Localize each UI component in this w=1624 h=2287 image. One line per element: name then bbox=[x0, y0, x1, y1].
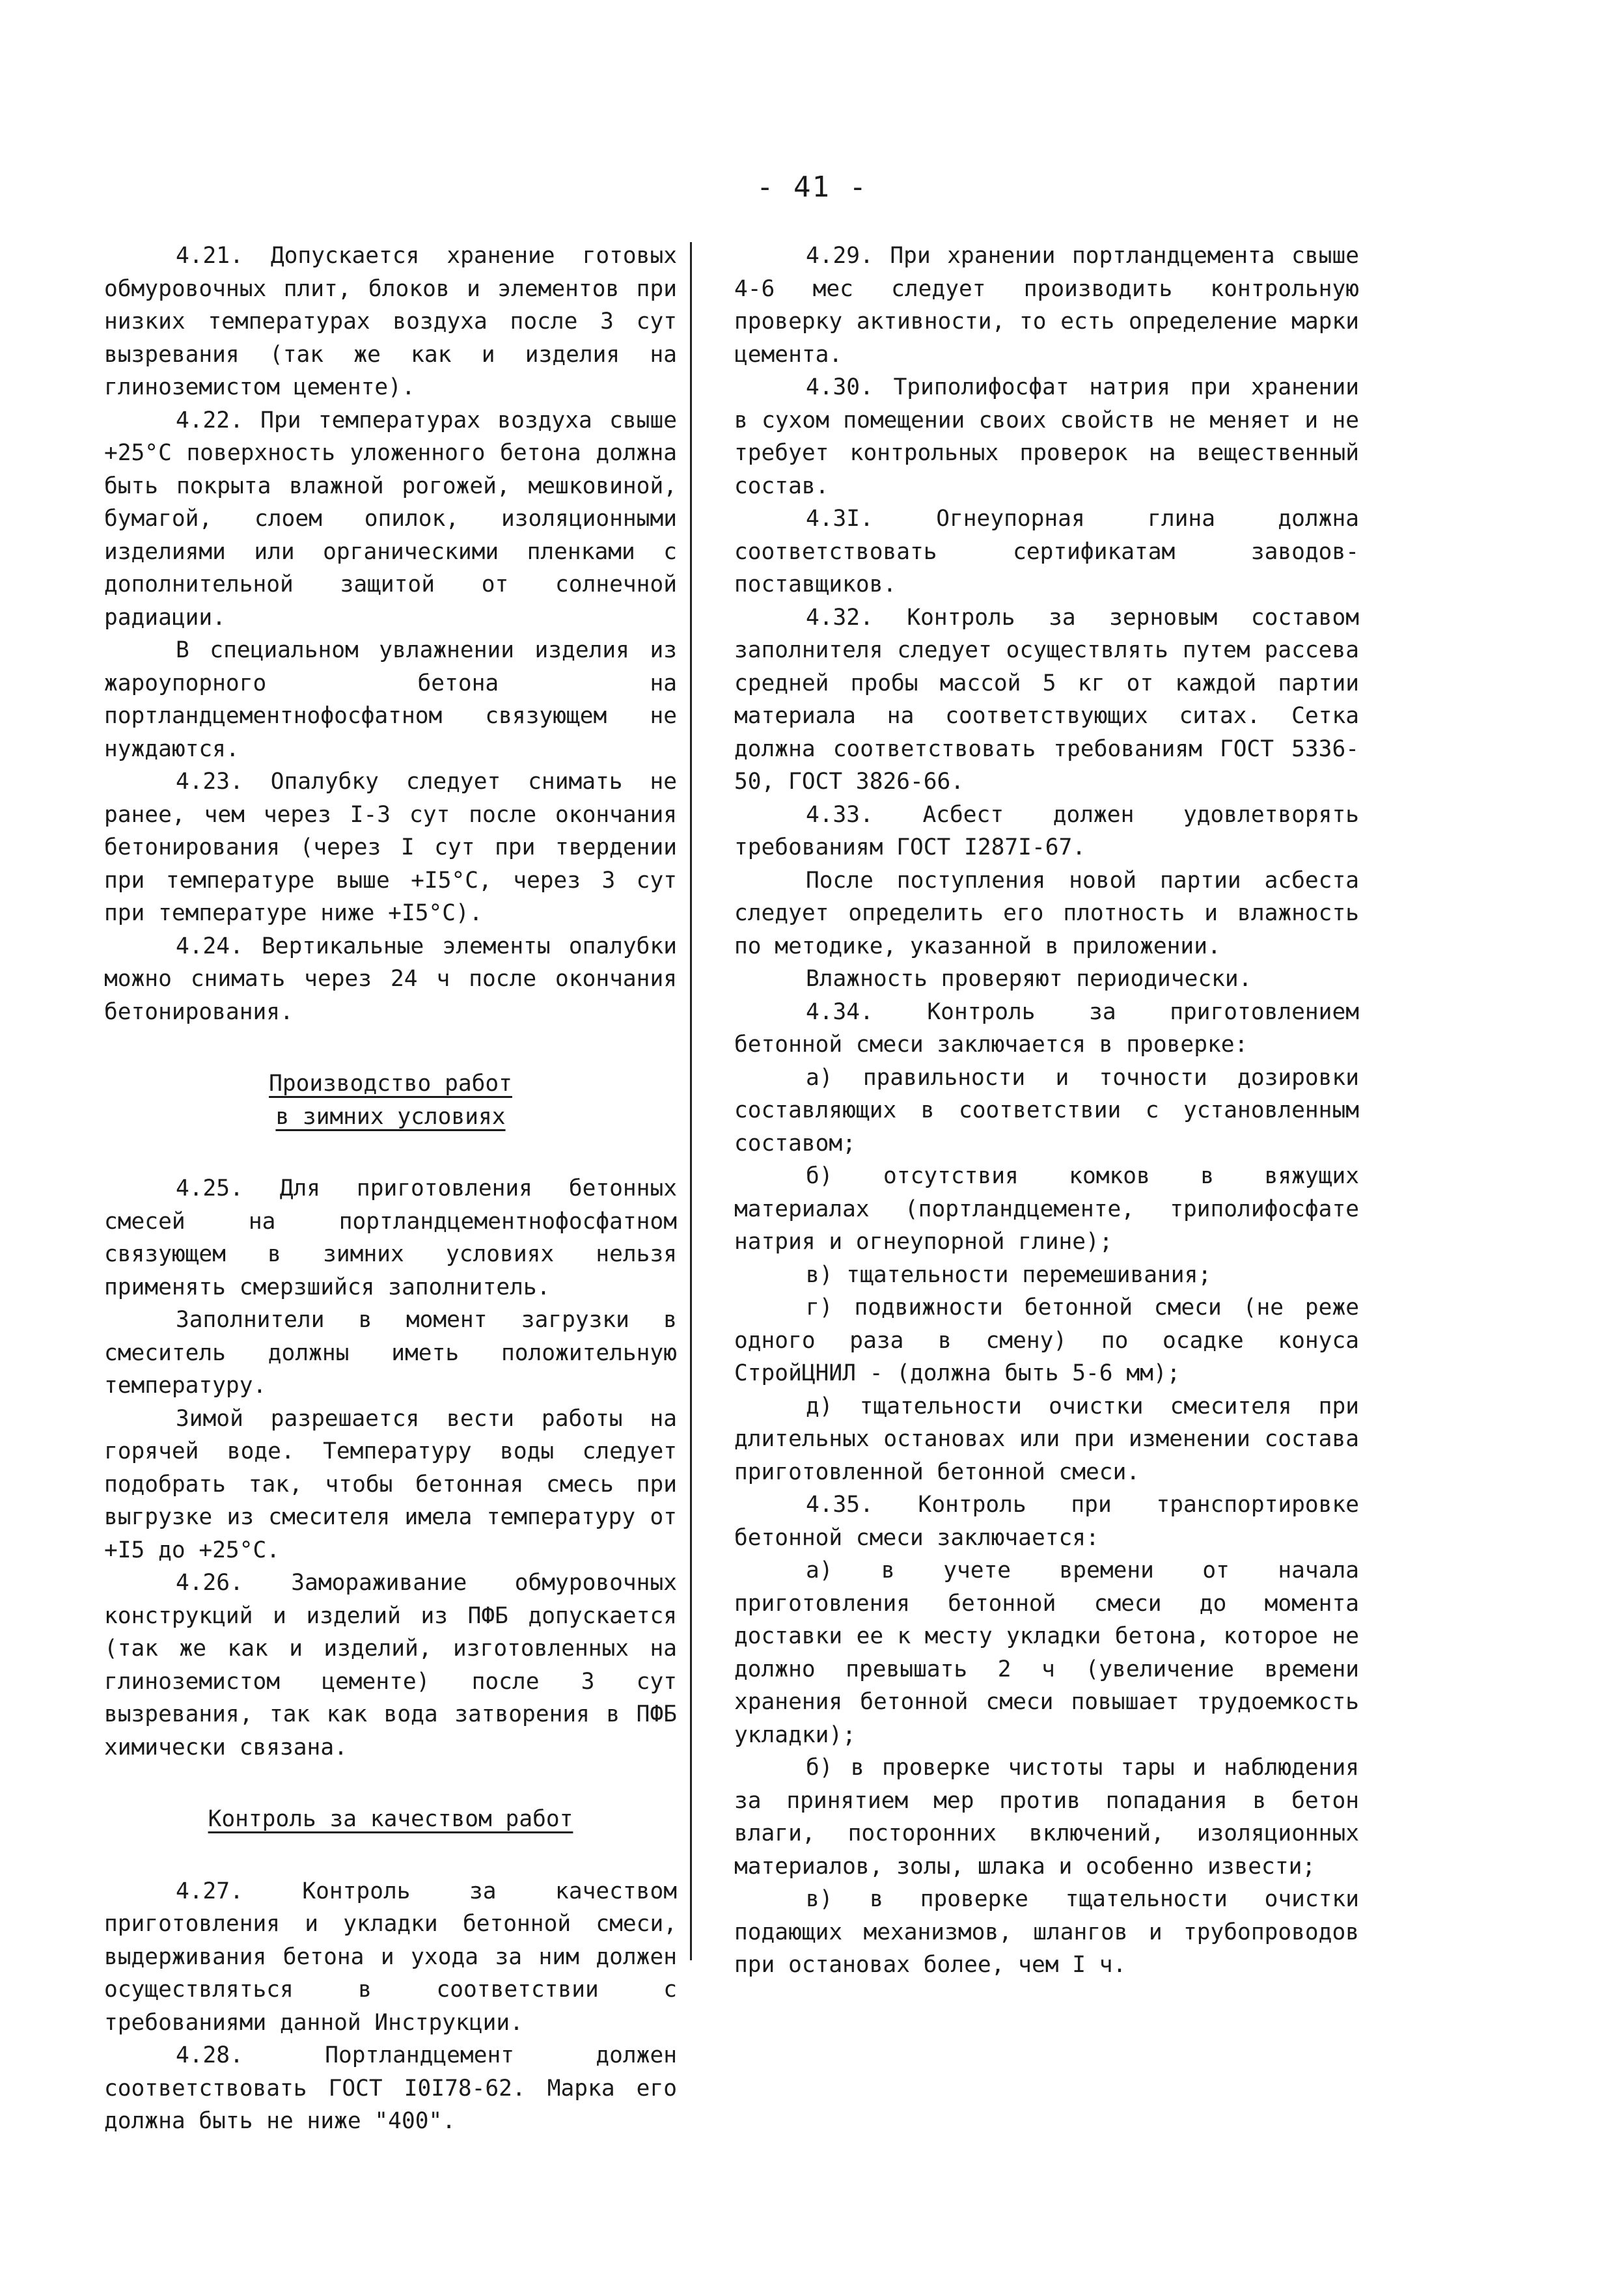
paragraph-4-23: 4.23. Опалубку следует снимать не ранее, чем через I-3 сут после окончания бетонирования (через I сут при твердении при температуре выше +I5°С, через 3 сут при температуре ниже +I5°С). bbox=[104, 769, 677, 926]
paragraph-4-25: 4.25. Для приготовления бетонных смесей на портландцементнофосфатном связующем в зимних условиях нельзя применять смерзшийся заполнитель. bbox=[104, 1175, 677, 1300]
paragraph-4-33: 4.33. Асбест должен удовлетворять требованиям ГОСТ I287I-67. bbox=[734, 801, 1359, 860]
list-item-4-34-b: б) отсутствия комков в вяжущих материалах (портландцементе, триполифосфате натрия и огнеупорной глине); bbox=[734, 1163, 1359, 1255]
paragraph-4-31: 4.3I. Огнеупорная глина должна соответствовать сертификатам заводов-поставщиков. bbox=[734, 506, 1359, 597]
list-item-4-35-c: в) в проверке тщательности очистки подающих механизмов, шлангов и трубопроводов при остановах более, чем I ч. bbox=[734, 1886, 1359, 1978]
list-item-4-34-e: д) тщательности очистки смесителя при длительных остановах или при изменении состава приготовленной бетонной смеси. bbox=[734, 1393, 1359, 1485]
paragraph-4-29: 4.29. При хранении портландцемента свыше 4-6 мес следует производить контрольную проверку активности, то есть определение марки цемента. bbox=[734, 243, 1359, 368]
paragraph-4-24: 4.24. Вертикальные элементы опалубки можно снимать через 24 ч после окончания бетонирования. bbox=[104, 933, 677, 1025]
paragraph-4-25-hot-water: Зимой разрешается вести работы на горячей воде. Температуру воды следует подобрать так, чтобы бетонная смесь при выгрузке из смесителя имела температуру от +I5 до +25°С. bbox=[104, 1405, 677, 1563]
right-column bbox=[734, 240, 1359, 1982]
list-item-4-35-a: а) в учете времени от начала приготовления бетонной смеси до момента доставки ее к месту укладки бетона, которое не должно превышать 2 ч (увеличение времени хранения бетонной смеси повышает трудоемкость укладки); bbox=[734, 1557, 1359, 1748]
paragraph-4-28: 4.28. Портландцемент должен соответствовать ГОСТ I0I78-62. Марка его должна быть не ниже "400". bbox=[104, 2042, 677, 2134]
paragraph-4-26: 4.26. Замораживание обмуровочных конструкций и изделий из ПФБ допускается (так же как и изделий, изготовленных на глиноземистом цементе) после 3 сут вызревания, так как вода затворения в ПФБ химически связана. bbox=[104, 1570, 677, 1760]
paragraph-4-27: 4.27. Контроль за качеством приготовления и укладки бетонной смеси, выдерживания бетона и ухода за ним должен осуществляться в соответствии с требованиями данной Инструкции. bbox=[104, 1878, 677, 2036]
paragraph-4-32: 4.32. Контроль за зерновым составом заполнителя следует осуществлять путем рассева средней пробы массой 5 кг от каждой партии материала на соответствующих ситах. Сетка должна соответствовать требованиям ГОСТ 5336-50, ГОСТ 3826-66. bbox=[734, 604, 1359, 795]
paragraph-4-25-aggregates: Заполнители в момент загрузки в смеситель должны иметь положительную температуру. bbox=[104, 1307, 677, 1399]
paragraph-4-34: 4.34. Контроль за приготовлением бетонной смеси заключается в проверке: bbox=[734, 998, 1359, 1058]
section-heading-winter-line-2: в зимних условиях bbox=[275, 1103, 506, 1130]
list-item-4-34-d: г) подвижности бетонной смеси (не реже одного раза в смену) по осадке конуса СтройЦНИЛ - (должна быть 5-6 мм); bbox=[734, 1294, 1359, 1386]
left-column bbox=[104, 240, 677, 2138]
list-item-4-35-b: б) в проверке чистоты тары и наблюдения за принятием мер против попадания в бетон влаги, посторонних включений, изоляционных материалов, золы, шлака и особенно извести; bbox=[734, 1755, 1359, 1880]
column-divider bbox=[690, 242, 692, 1960]
page-number: - 41 - bbox=[756, 171, 868, 204]
paragraph-4-35: 4.35. Контроль при транспортировке бетонной смеси заключается: bbox=[734, 1492, 1359, 1551]
paragraph-4-22: 4.22. При температурах воздуха свыше +25°С поверхность уложенного бетона должна быть покрыта влажной рогожей, мешковиной, бумагой, слоем опилок, изоляционными изделиями или органическими пленками с дополнительной защитой от солнечной радиации. bbox=[104, 407, 677, 631]
paragraph-4-33-asbestos: После поступления новой партии асбеста следует определить его плотность и влажность по методике, указанной в приложении. bbox=[734, 867, 1359, 959]
list-item-4-34-c: в) тщательности перемешивания; bbox=[806, 1261, 1212, 1288]
paragraph-4-22-cont: В специальном увлажнении изделия из жароупорного бетона на портландцементнофосфатном связующем не нуждаются. bbox=[104, 637, 677, 762]
section-heading-quality: Контроль за качеством работ bbox=[208, 1806, 573, 1832]
list-item-4-34-a: а) правильности и точности дозировки составляющих в соответствии с установленным составом; bbox=[734, 1064, 1359, 1157]
paragraph-4-21: 4.21. Допускается хранение готовых обмуровочных плит, блоков и элементов при низких температурах воздуха после 3 сут вызревания (так же как и изделия на глиноземистом цементе). bbox=[104, 243, 677, 400]
paragraph-4-33-humidity: Влажность проверяют периодически. bbox=[806, 966, 1252, 992]
paragraph-4-30: 4.30. Триполифосфат натрия при хранении в сухом помещении своих свойств не меняет и не требует контрольных проверок на вещественный состав. bbox=[734, 374, 1359, 499]
section-heading-winter-line-1: Производство работ bbox=[269, 1071, 512, 1097]
